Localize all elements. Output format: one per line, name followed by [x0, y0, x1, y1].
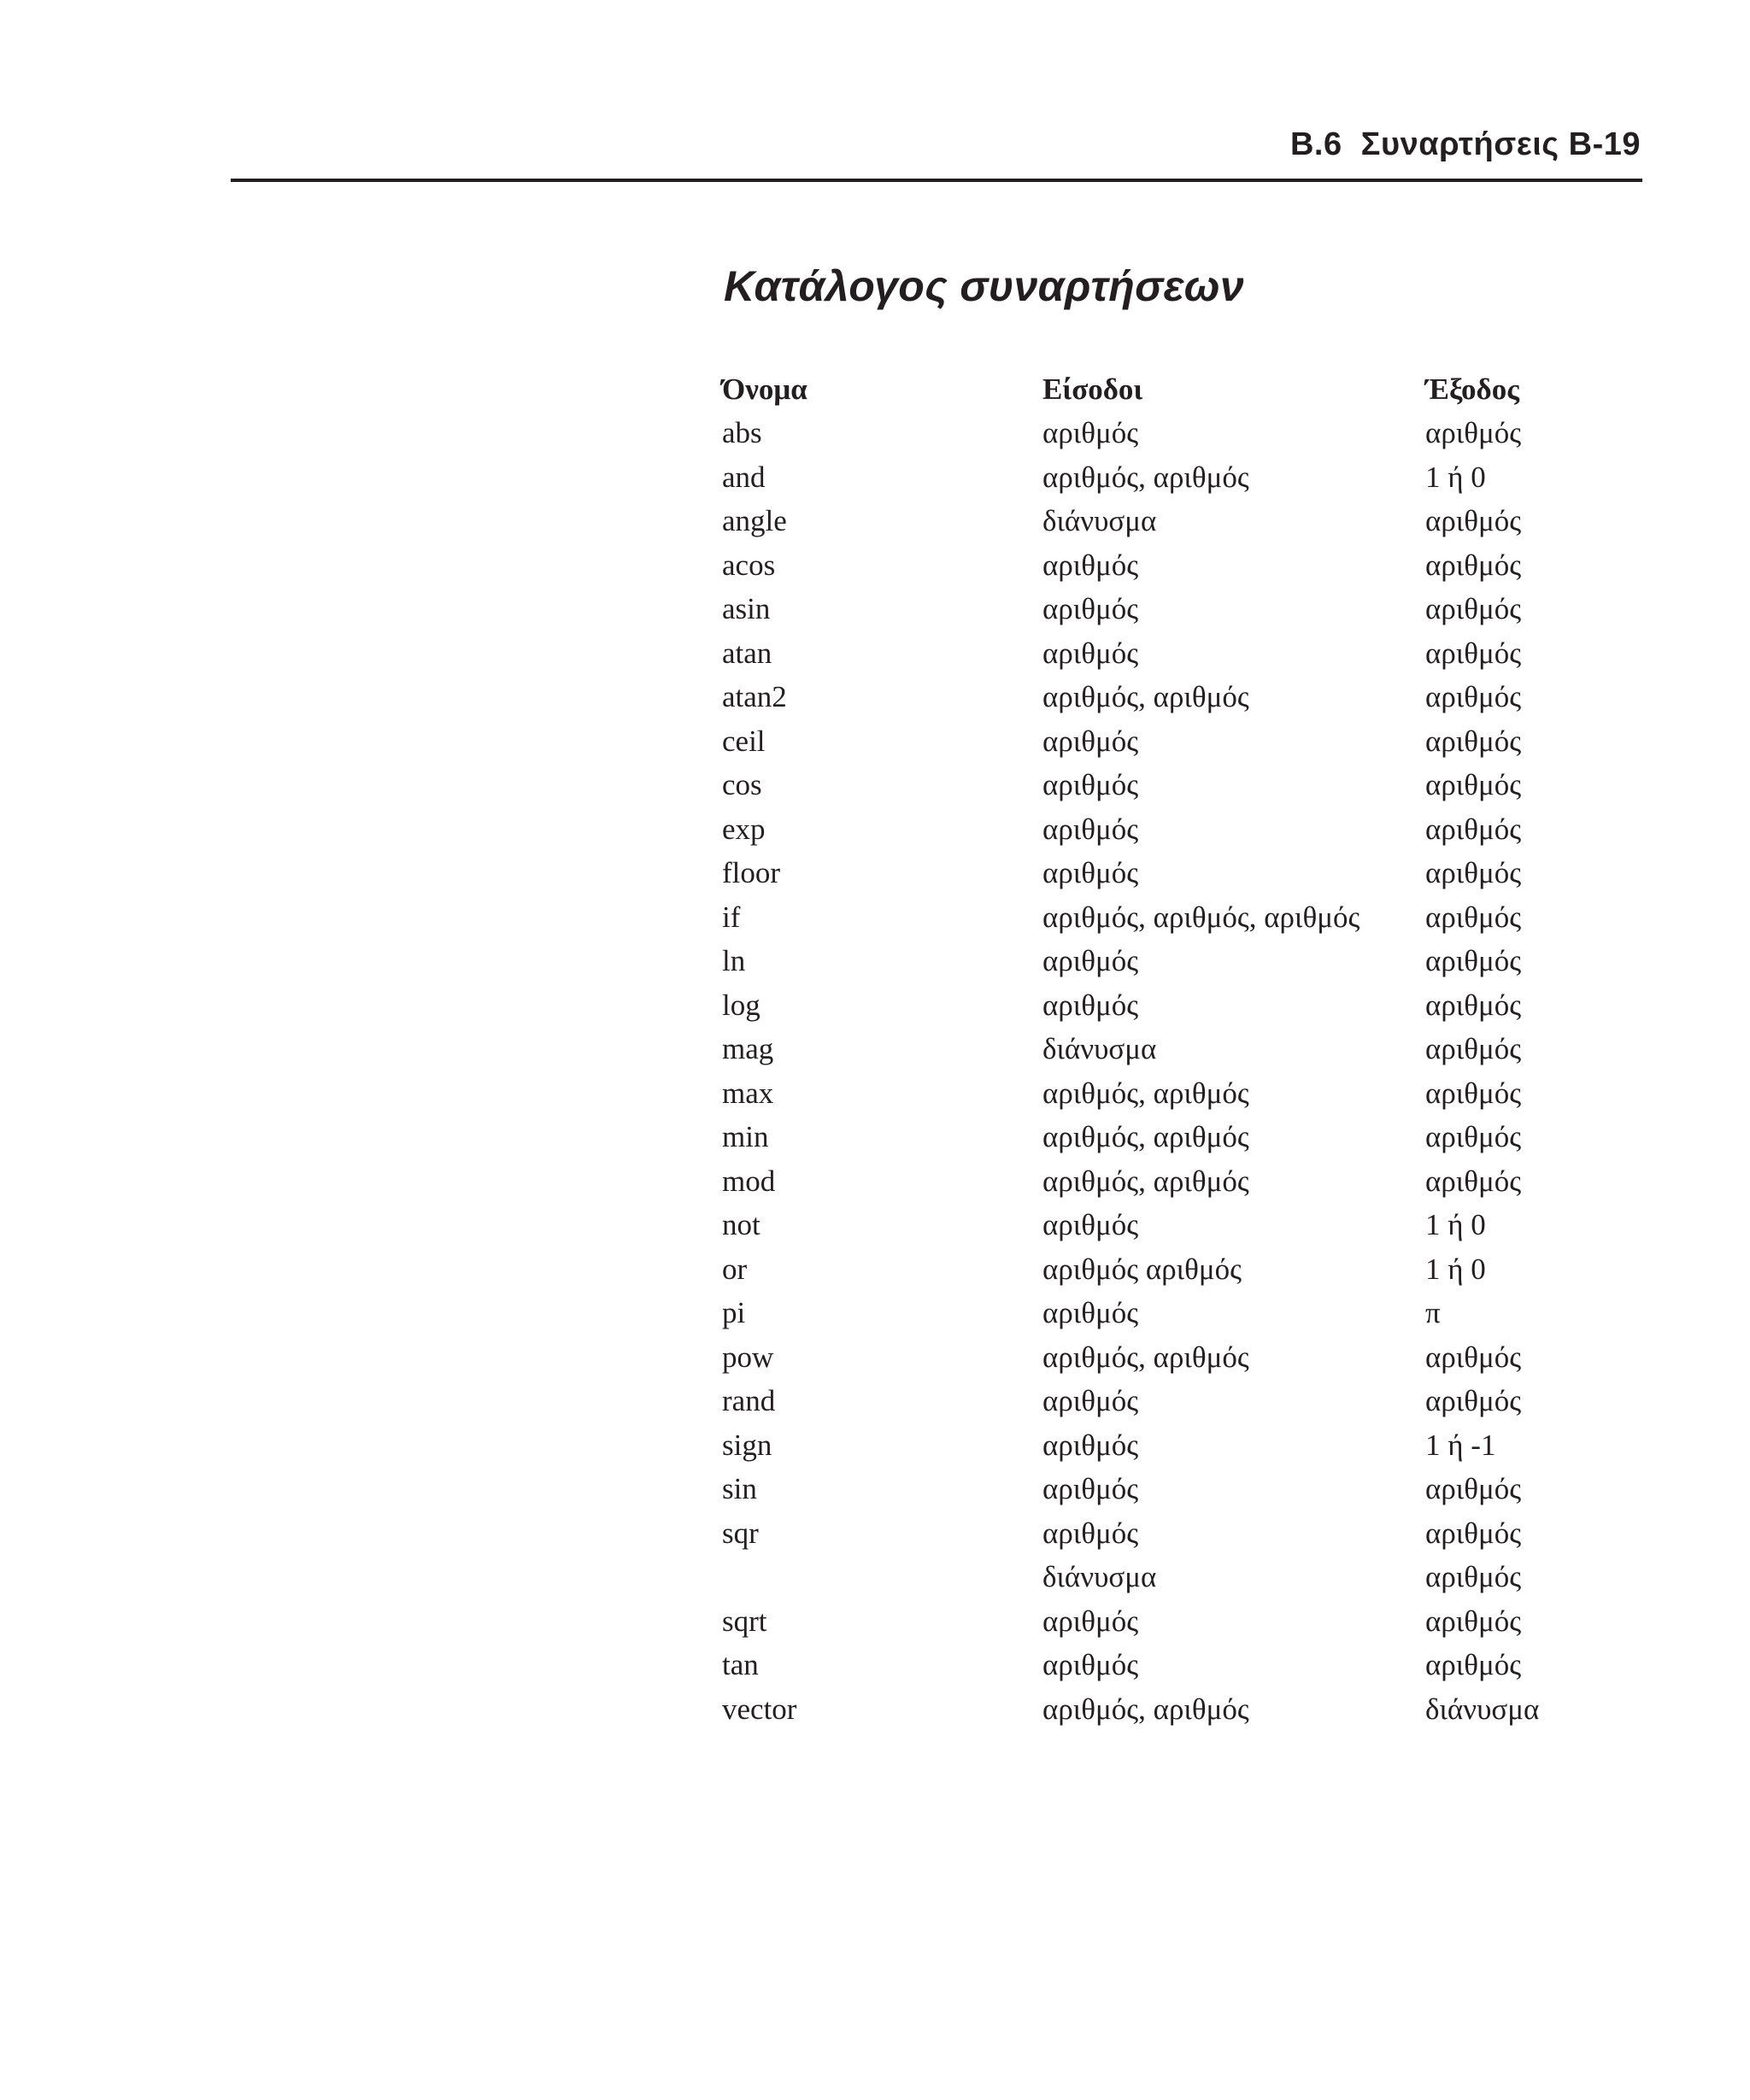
cell-inputs: αριθμός — [1042, 1208, 1139, 1242]
table-row — [722, 1556, 1639, 1600]
table-row — [722, 1423, 1639, 1468]
cell-name: or — [722, 1252, 748, 1286]
function-table — [722, 367, 1639, 1732]
running-header: B.6 Συναρτήσεις B-19 — [1289, 126, 1641, 162]
table-row — [722, 1380, 1639, 1424]
cell-name: min — [722, 1120, 769, 1154]
cell-inputs: αριθμός — [1042, 1472, 1139, 1506]
header-rule — [231, 179, 1642, 182]
cell-name: acos — [722, 548, 776, 582]
cell-inputs: αριθμός, αριθμός — [1042, 1340, 1249, 1374]
cell-inputs: αριθμός — [1042, 724, 1139, 758]
cell-name: tan — [722, 1648, 759, 1682]
table-row — [722, 588, 1639, 632]
table-row — [722, 631, 1639, 676]
cell-output: 1 ή 0 — [1425, 1252, 1486, 1286]
cell-output: 1 ή 0 — [1425, 460, 1486, 494]
table-row — [722, 1116, 1639, 1160]
cell-inputs: αριθμός — [1042, 1516, 1139, 1550]
cell-output: αριθμός — [1425, 1516, 1522, 1550]
cell-name: ln — [722, 944, 746, 978]
cell-output: αριθμός — [1425, 548, 1522, 582]
cell-name: atan — [722, 636, 772, 670]
table-row — [722, 1335, 1639, 1380]
table-row — [722, 1468, 1639, 1512]
cell-name: asin — [722, 592, 771, 626]
cell-name: floor — [722, 856, 781, 890]
table-row — [722, 1292, 1639, 1336]
cell-inputs: αριθμός — [1042, 592, 1139, 626]
cell-output: αριθμός — [1425, 724, 1522, 758]
cell-output: αριθμός — [1425, 1560, 1522, 1594]
cell-output: αριθμός — [1425, 1340, 1522, 1374]
cell-name: angle — [722, 504, 787, 538]
cell-inputs: αριθμός, αριθμός — [1042, 1164, 1249, 1198]
column-header-output: Έξοδος — [1425, 372, 1519, 406]
cell-inputs: αριθμός — [1042, 988, 1139, 1022]
cell-inputs: διάνυσμα — [1042, 1032, 1157, 1066]
cell-inputs: αριθμός — [1042, 1296, 1139, 1330]
table-body — [722, 412, 1639, 1732]
cell-inputs: αριθμός — [1042, 1428, 1139, 1462]
cell-name: sin — [722, 1472, 757, 1506]
cell-inputs: αριθμός — [1042, 1384, 1139, 1418]
cell-output: αριθμός — [1425, 504, 1522, 538]
cell-name: rand — [722, 1384, 776, 1418]
cell-inputs: αριθμός — [1042, 768, 1139, 802]
table-row — [722, 983, 1639, 1028]
table-row — [722, 1028, 1639, 1072]
cell-output: διάνυσμα — [1425, 1692, 1540, 1726]
cell-name: mod — [722, 1164, 776, 1198]
cell-output: αριθμός — [1425, 1120, 1522, 1154]
cell-output: αριθμός — [1425, 1164, 1522, 1198]
cell-inputs: αριθμός — [1042, 1648, 1139, 1682]
cell-inputs: αριθμός, αριθμός — [1042, 1692, 1249, 1726]
cell-name: sign — [722, 1428, 772, 1462]
cell-inputs: αριθμός — [1042, 548, 1139, 582]
cell-output: 1 ή 0 — [1425, 1208, 1486, 1242]
cell-inputs: αριθμός — [1042, 416, 1139, 450]
cell-inputs: αριθμός, αριθμός — [1042, 460, 1249, 494]
cell-inputs: αριθμός — [1042, 636, 1139, 670]
cell-output: αριθμός — [1425, 1076, 1522, 1110]
table-row — [722, 1687, 1639, 1732]
table-row — [722, 455, 1639, 500]
cell-output: αριθμός — [1425, 416, 1522, 450]
cell-name: and — [722, 460, 766, 494]
cell-output: αριθμός — [1425, 636, 1522, 670]
cell-output: π — [1425, 1296, 1441, 1330]
cell-inputs: αριθμός, αριθμός, αριθμός — [1042, 900, 1360, 934]
column-header-inputs: Είσοδοι — [1042, 372, 1143, 406]
cell-output: αριθμός — [1425, 1384, 1522, 1418]
cell-inputs: διάνυσμα — [1042, 1560, 1157, 1594]
table-row — [722, 412, 1639, 456]
table-header-row — [722, 367, 1639, 412]
table-row — [722, 1071, 1639, 1116]
cell-name: sqr — [722, 1516, 759, 1550]
cell-inputs: αριθμός, αριθμός — [1042, 680, 1249, 714]
cell-name: exp — [722, 812, 766, 846]
table-row — [722, 895, 1639, 940]
cell-output: 1 ή -1 — [1425, 1428, 1496, 1462]
cell-output: αριθμός — [1425, 900, 1522, 934]
table-row — [722, 940, 1639, 984]
cell-output: αριθμός — [1425, 1032, 1522, 1066]
cell-inputs: αριθμός, αριθμός — [1042, 1076, 1249, 1110]
table-row — [722, 676, 1639, 720]
cell-name: pow — [722, 1340, 774, 1374]
cell-name: ceil — [722, 724, 766, 758]
cell-inputs: αριθμός — [1042, 1604, 1139, 1638]
cell-name: abs — [722, 416, 762, 450]
cell-name: log — [722, 988, 760, 1022]
column-header-name: Όνομα — [722, 372, 807, 406]
table-row — [722, 764, 1639, 808]
cell-output: αριθμός — [1425, 1604, 1522, 1638]
table-row — [722, 1204, 1639, 1248]
table-row — [722, 807, 1639, 852]
cell-output: αριθμός — [1425, 944, 1522, 978]
cell-output: αριθμός — [1425, 812, 1522, 846]
cell-output: αριθμός — [1425, 856, 1522, 890]
cell-name: pi — [722, 1296, 746, 1330]
cell-name: if — [722, 900, 741, 934]
cell-name: atan2 — [722, 680, 787, 714]
table-row — [722, 719, 1639, 764]
section-title: Κατάλογος συναρτήσεων — [724, 262, 1244, 310]
cell-name: vector — [722, 1692, 797, 1726]
table-row — [722, 543, 1639, 588]
cell-inputs: διάνυσμα — [1042, 504, 1157, 538]
cell-output: αριθμός — [1425, 592, 1522, 626]
table-row — [722, 1511, 1639, 1556]
cell-output: αριθμός — [1425, 768, 1522, 802]
table-row — [722, 500, 1639, 544]
cell-inputs: αριθμός — [1042, 812, 1139, 846]
cell-inputs: αριθμός — [1042, 856, 1139, 890]
cell-output: αριθμός — [1425, 1472, 1522, 1506]
cell-inputs: αριθμός — [1042, 944, 1139, 978]
cell-name: mag — [722, 1032, 774, 1066]
cell-output: αριθμός — [1425, 1648, 1522, 1682]
table-row — [722, 852, 1639, 896]
cell-name: max — [722, 1076, 774, 1110]
cell-output: αριθμός — [1425, 680, 1522, 714]
table-row — [722, 1247, 1639, 1292]
cell-name: cos — [722, 768, 762, 802]
cell-inputs: αριθμός, αριθμός — [1042, 1120, 1249, 1154]
table-row — [722, 1599, 1639, 1644]
cell-name: sqrt — [722, 1604, 767, 1638]
cell-inputs: αριθμός αριθμός — [1042, 1252, 1242, 1286]
cell-name — [722, 1556, 1042, 1600]
table-row — [722, 1159, 1639, 1204]
cell-name: not — [722, 1208, 760, 1242]
table-row — [722, 1644, 1639, 1688]
cell-output: αριθμός — [1425, 988, 1522, 1022]
